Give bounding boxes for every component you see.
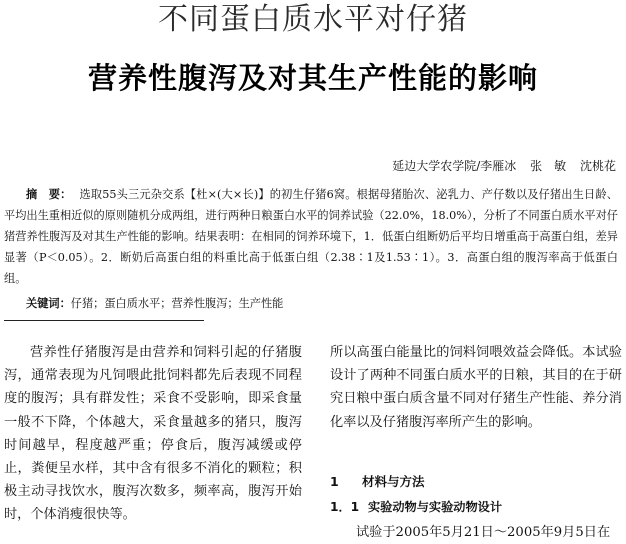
section-number: 1 — [330, 474, 339, 489]
section-heading-1 — [330, 473, 425, 491]
author-affiliation: 延边大学农学院/李雁冰 — [392, 159, 517, 173]
abstract-label: 摘 要： — [26, 188, 72, 201]
body-left-paragraph: 营养性仔猪腹泻是由营养和饲料引起的仔猪腹泻，通常表现为凡饲喂此批饲料都先后表现不同程度的腹泻；具有群发性；采食不受影响，即采食量一般不下降，个体越大，采食量越多的猪只，腹泻时间越早，程度越严重；停食后，腹泻减缓或停止，粪便呈水样，其中含有很多不消化的颗粒；积极主动寻找饮水，腹泻次数多，频率高，腹泻开始时，个体消瘦很快等。 — [4, 345, 302, 523]
keywords-label: 关键词： — [26, 297, 71, 310]
body-right-paragraph: 所以高蛋白能量比的饲料饲喂效益会降低。本试验设计了两种不同蛋白质水平的日粮，其目的在于研究日粮中蛋白质含量不同对仔猪生产性能、养分消化率以及仔猪腹泻率所产生的影响。 — [330, 345, 622, 430]
divider-rule — [4, 320, 204, 321]
body-right-paragraph-2: 试验于2005年5月21日～2005年9月5日在 — [356, 525, 611, 540]
author-name: 沈桃花 — [579, 159, 616, 173]
subsection-heading-1-1 — [330, 498, 502, 516]
keywords-text: 仔猪；蛋白质水平；营养性腹泻；生产性能 — [70, 297, 284, 310]
abstract — [4, 184, 618, 289]
section-title: 材料与方法 — [362, 474, 425, 489]
abstract-text: 选取55头三元杂交系【杜×(大×长)】的初生仔猪6窝。根据母猪胎次、泌乳力、产仔数以及仔猪出生日龄、平均出生重相近似的原则随机分成两组，进行两种日粮蛋白水平的饲养试验（22.0%，18.0%），分析了不同蛋白质水平对仔猪营养性腹泻及对其生产性能的影响。结果表明：在相同的饲养环境下，1．低蛋白组断奶后平均日增重高于高蛋白组，差异显著（P＜0.05）。2．断奶后高蛋白组的料重比高于低蛋白组（2.38∶1及1.53∶1）。3．高蛋白组的腹泻率高于低蛋白组。 — [4, 188, 618, 285]
author-name: 张 敏 — [530, 159, 567, 173]
title-line-2: 营养性腹泻及对其生产性能的影响 — [87, 61, 538, 95]
keywords — [26, 296, 283, 312]
title-line-1: 不同蛋白质水平对仔猪 — [158, 2, 468, 37]
author-line — [392, 158, 616, 174]
subsection-number: 1．1 — [330, 500, 360, 514]
subsection-title: 实验动物与实验动物设计 — [368, 500, 503, 514]
